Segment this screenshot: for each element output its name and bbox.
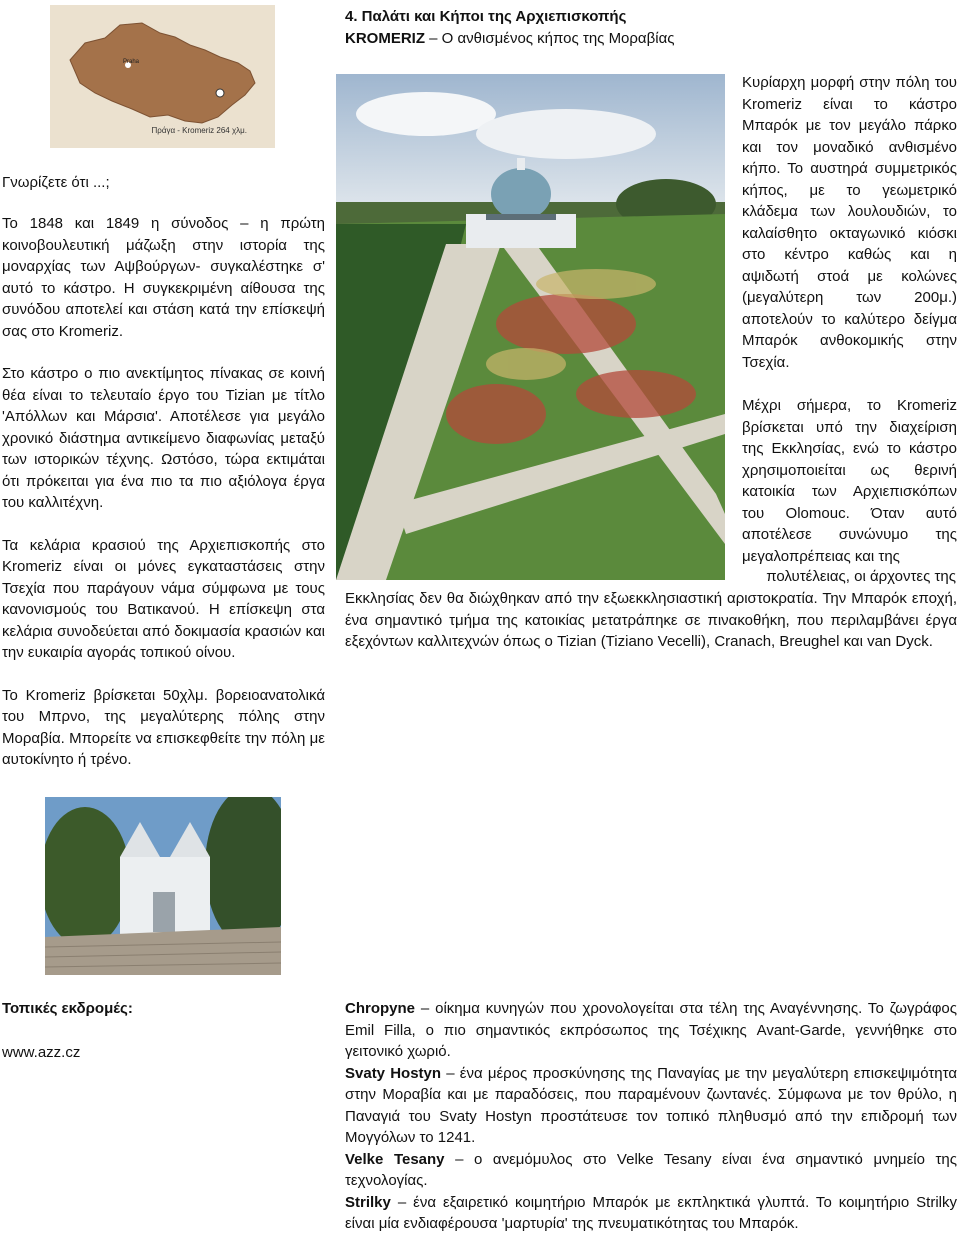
trip-description: – ένα εξαιρετικό κοιμητήριο Μπαρόκ με εκπληκτικά γλυπτά. Το κοιμητήριο Strilky είναι μία ενδιαφέρουσα 'μαρτυρία' της πνευματικότητας του Μπαρόκ.: [345, 1193, 957, 1232]
map-city-label: Praha: [123, 59, 140, 65]
header-subtitle: [345, 28, 955, 50]
section-header: [345, 6, 955, 49]
header-place: KROMERIZ: [345, 29, 425, 47]
left-paragraph-2: Στο κάστρο ο πιο ανεκτίμητος πίνακας σε κοινή θέα είναι το τελευταίο έργο του Tizian με τίτλο 'Απόλλων και Μάρσια'. Αποτέλεσε για μεγάλο χρονικό διάστημα αντικείμενο διαφωνίας μεταξύ των ιστορικών τέχνης. Ωστόσο, τώρα εκτιμάται ότι πρόκειται για ένα πιο τα πιο αξιόλογα έργα του καλλιτέχνη.: [2, 365, 325, 511]
local-trips-link[interactable]: www.azz.cz: [2, 1044, 81, 1061]
flower-garden-photo: [336, 74, 725, 580]
trip-name: Velke Tesany: [345, 1150, 445, 1168]
trip-item: [345, 998, 957, 1063]
trip-item: [345, 1192, 957, 1235]
trip-description: – ο ανεμόμυλος στο Velke Tesany είναι ένα σημαντικό μνημείο της τεχνολογίας.: [345, 1150, 957, 1189]
chapel-graphic: [45, 797, 281, 975]
map-caption: Πράγα - Kromeriz 264 χλμ.: [151, 126, 247, 135]
left-paragraph-4: Το Kromeriz βρίσκεται 50χλμ. βορειοανατολικά του Μπρνο, της μεγαλύτερης πόλης στην Μοραβία. Μπορείτε να επισκεφθείτε την πόλη με αυτοκίνητο ή τρένο.: [2, 686, 325, 768]
czech-map-image: [50, 5, 275, 148]
header-title: 4. Παλάτι και Κήποι της Αρχιεπισκοπής: [345, 8, 627, 25]
trip-description: – ένα μέρος προσκύνησης της Παναγίας με την μεγαλύτερη επισκεψιμότητα στην Μοραβία και με παραδόσεις, που παραμένουν ζωντανές. Σύμφωνα με τον θρύλο, η Παναγιά του Svaty Hostyn προστάτευσε τον τοπικό πληθυσμό από την επιδρομή των Μογγόλων το 1241.: [345, 1064, 957, 1146]
trip-name: Chropyne: [345, 1000, 416, 1017]
trip-item: [345, 1063, 957, 1149]
garden-graphic: [336, 74, 725, 580]
header-subtitle-text: – Ο ανθισμένος κήπος της Μοραβίας: [425, 29, 675, 47]
local-trips-title: Τοπικές εκδρομές:: [2, 1000, 133, 1017]
trip-name: Strilky: [345, 1193, 391, 1211]
trip-name: Svaty Hostyn: [345, 1064, 442, 1082]
local-trips-list: [345, 998, 957, 1235]
chapel-photo: [45, 797, 281, 975]
right-paragraph-2-tail: πολυτέλειας, οι άρχοντες της: [766, 568, 956, 585]
right-paragraph-2: Μέχρι σήμερα, το Kromeriz βρίσκεται υπό την διαχείριση της Εκκλησίας, ενώ το κάστρο χρησιμοποιείται ως θερινή κατοικία των Αρχιεπισκόπων του Olomouc. Όταν αυτό αποτέλεσε συνώνυμο της μεγαλοπρέπειας και της: [742, 397, 957, 565]
right-paragraph-1: Κυρίαρχη μορφή στην πόλη του Kromeriz είναι το κάστρο Μπαρόκ με τον μεγάλο πάρκο και τον μοναδικό ανθισμένο κήπο. Το αυστηρά συμμετρικός κήπος, με το γεωμετρικό κλάδεμα των λουλουδιών, το καλαίσθητο οκταγωνικό κιόσκι στο κέντρο καθώς και η αψιδωτή στοά με κολώνες (μεγαλύτερη των 200μ.) αποτελούν το καλύτερο δείγμα Μπαρόκ ανθοκομικής στην Τσεχία.: [742, 74, 957, 371]
trip-item: [345, 1149, 957, 1192]
left-column: [2, 213, 325, 792]
left-paragraph-3: Τα κελάρια κρασιού της Αρχιεπισκοπής στο Kromeriz είναι οι μόνες εγκαταστάσεις στην Τσεχία που παράγουν νάμα σύμφωνα με τους κανονισμούς του Βατικανού. Η επίσκεψη στα κελάρια συνοδεύεται από δοκιμασία κρασιών και την ευκαιρία αγοράς τοπικού οίνου.: [2, 536, 325, 661]
wide-paragraph: Εκκλησίας δεν θα διώχθηκαν από την εξωεκκλησιαστική αριστοκρατία. Την Μπαρόκ εποχή, ένα σημαντικό τμήμα της κατοικίας μετατράπηκε σε πινακοθήκη, που περιλαμβάνει έργα εξεχόντων καλλιτεχνών όπως ο Tizian (Tiziano Vecelli), Cranach, Breughel και van Dyck.: [345, 590, 957, 650]
trip-description: – οίκημα κυνηγών που χρονολογείται στα τέλη της Αναγέννησης. Το ζωγράφος Emil Filla, ο πιο σημαντικός εκπρόσωπος της Τσέχικης Avant-Garde, γεννήθηκε στο γειτονικό χωριό.: [345, 1000, 957, 1060]
did-you-know-title: Γνωρίζετε ότι ...;: [2, 174, 110, 191]
left-paragraph-1: Το 1848 και 1849 η σύνοδος – η πρώτη κοινοβουλευτική μάζωξη στην ιστορία της μοναρχίας των Αψβούργων- συγκαλέστηκε σ' αυτό το κάστρο. Η συγκεκριμένη αίθουσα της συνόδου αποτελεί και στάση κατά την επίσκεψή σας στο Kromeriz.: [2, 215, 325, 340]
